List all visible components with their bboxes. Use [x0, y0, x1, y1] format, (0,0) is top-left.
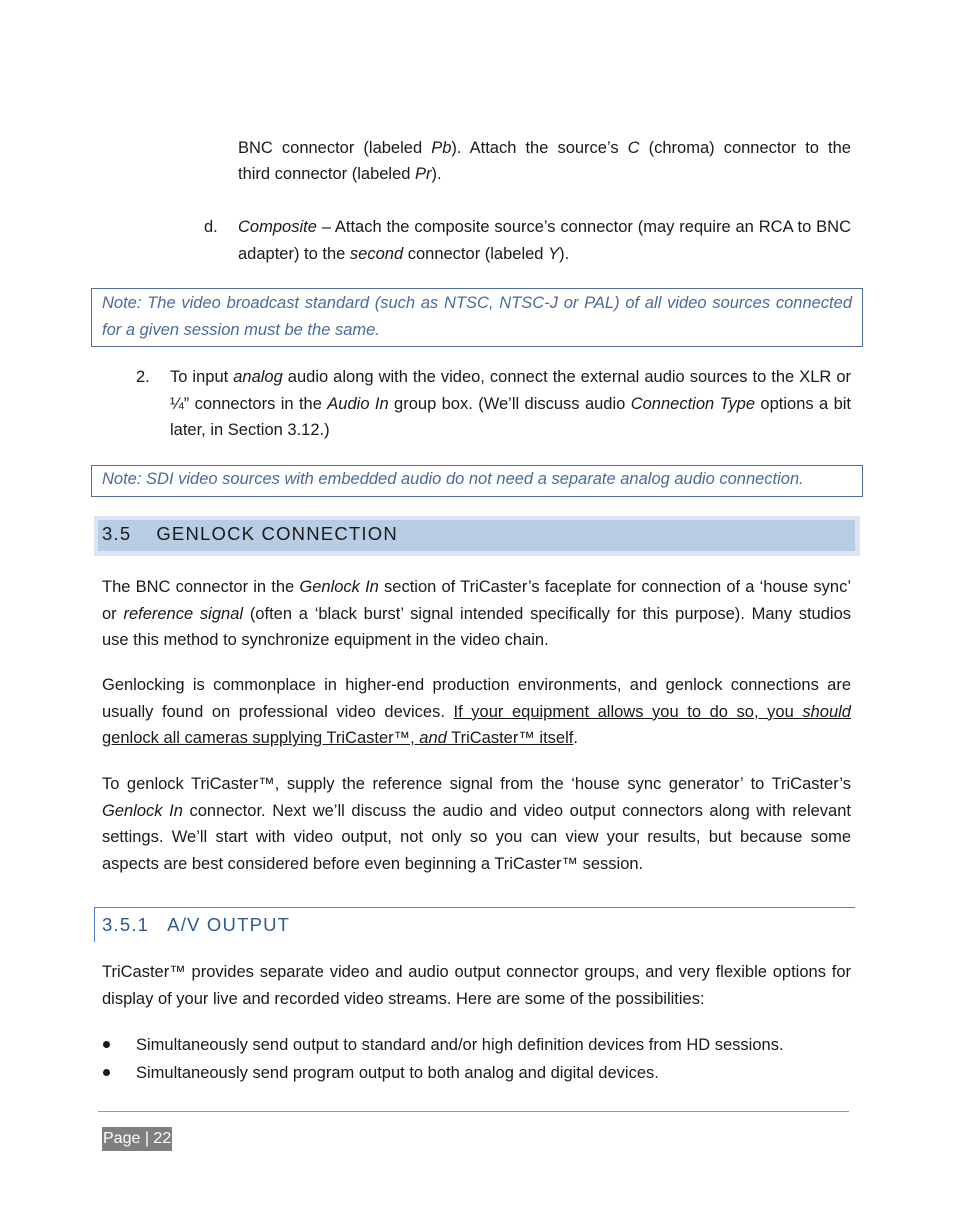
- note-box-sdi-audio: Note: SDI video sources with embedded audio do not need a separate analog audio connection.: [91, 465, 863, 497]
- page-number: Page | 22: [102, 1127, 172, 1151]
- pb-label: Pb: [431, 139, 452, 157]
- subsection-rule-left: [94, 907, 95, 942]
- section-heading: [102, 520, 398, 548]
- paragraph-genlock-intro: The BNC connector in the Genlock In section of TriCaster’s faceplate for connection of a ‘house sync’ or reference signal (often a ‘black burst’ signal intended specifically for this purpose). Many studios use this method to synchronize equipment in the video chain.: [102, 578, 852, 649]
- list-item-2: To input analog audio along with the video, connect the external audio sources to the XLR or ¼” connectors in the Audio In group box. (We’ll discuss audio Connection Type options a bit later, in Section 3.12.): [170, 368, 852, 439]
- bullet-dot: [103, 1041, 110, 1048]
- continuation-line-1: BNC connector (labeled Pb). Attach the source’s C (chroma) connector to the: [238, 139, 851, 157]
- footer-rule: [98, 1111, 849, 1112]
- subsection-title: A/V OUTPUT: [167, 914, 291, 935]
- section-title: GENLOCK CONNECTION: [156, 523, 398, 544]
- paragraph-genlock-common: Genlocking is commonplace in higher-end production environments, and genlock connections are usually found on professional video devices. If your equipment allows you to do so, you should genlock all cameras supplying TriCaster™, and TriCaster™ itself.: [102, 676, 851, 747]
- list-item: Simultaneously send program output to both analog and digital devices.: [136, 1064, 659, 1082]
- list-marker-2: 2.: [136, 368, 150, 386]
- pr-label: Pr: [415, 165, 432, 183]
- subsection-number: 3.5.1: [102, 914, 150, 935]
- list-marker-d: d.: [204, 218, 218, 236]
- note-box-video-standard: Note: The video broadcast standard (such as NTSC, NTSC-J or PAL) of all video sources connected for a given session must be the same.: [91, 288, 863, 347]
- paragraph-av-output: TriCaster™ provides separate video and audio output connector groups, and very flexible options for display of your live and recorded video streams. Here are some of the possibilities:: [102, 963, 851, 1008]
- c-label: C: [627, 139, 640, 157]
- list-item-d: Composite – Attach the composite source’s connector (may require an RCA to BNC adapter) to the second connector (labeled Y).: [238, 218, 851, 263]
- bullet-dot: [103, 1069, 110, 1076]
- subsection-heading: [102, 911, 290, 939]
- paragraph-genlock-how: To genlock TriCaster™, supply the reference signal from the ‘house sync generator’ to TriCaster’s Genlock In connector. Next we’ll discuss the audio and video output connectors along with relevant settings. We’ll start with video output, not only so you can view your results, but because some aspects are best considered before even beginning a TriCaster™ session.: [102, 775, 851, 873]
- section-number: 3.5: [102, 523, 132, 544]
- subsection-rule-top: [94, 907, 855, 908]
- list-item: Simultaneously send output to standard and/or high definition devices from HD sessions.: [136, 1036, 784, 1054]
- continuation-line-2: third connector (labeled Pr).: [238, 165, 442, 183]
